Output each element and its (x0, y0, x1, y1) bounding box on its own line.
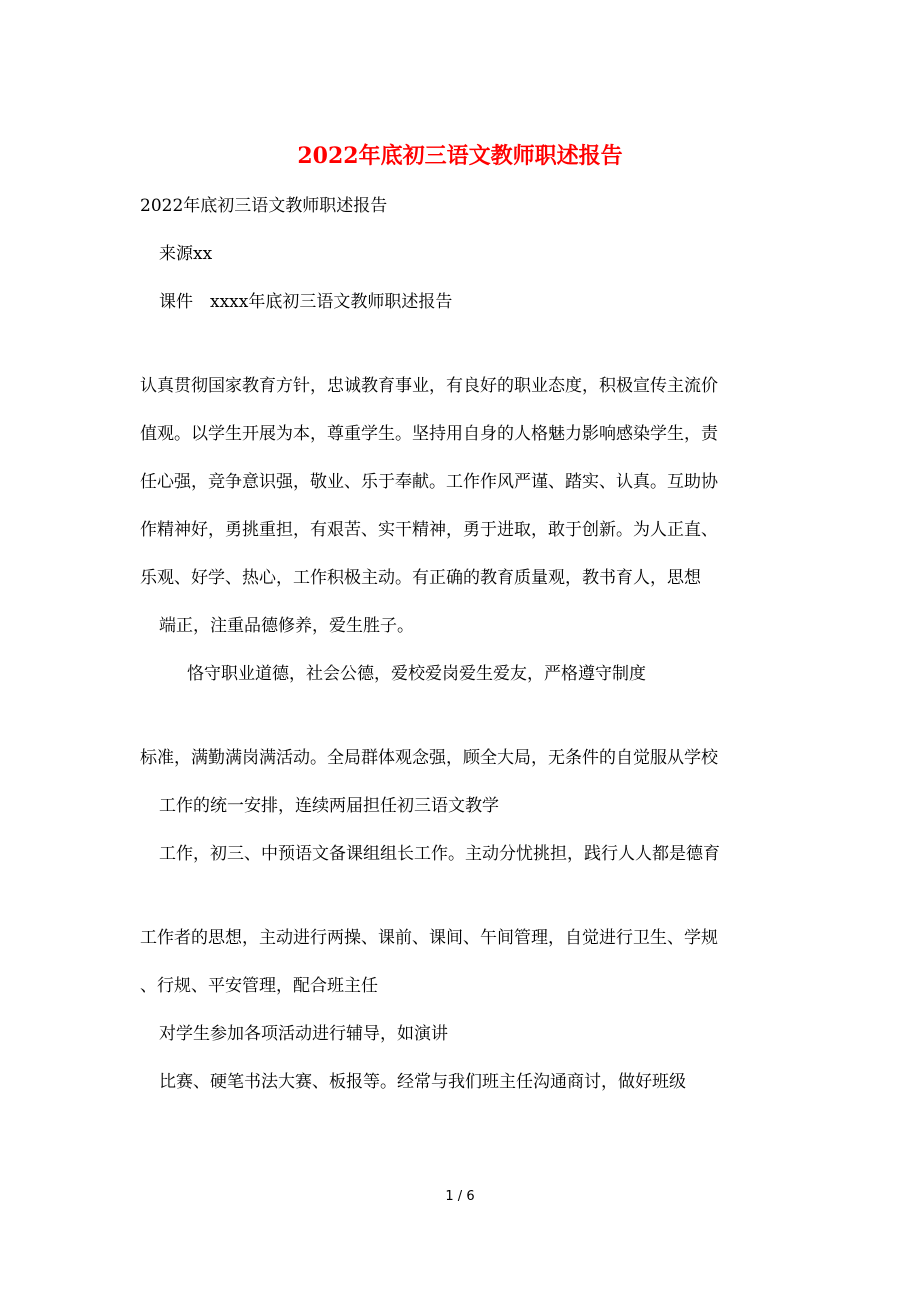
body-line: 工作者的思想，主动进行两操、课前、课间、午间管理，自觉进行卫生、学规 (140, 928, 718, 948)
source-line: 来源xx (159, 244, 213, 264)
body-line: 、行规、平安管理，配合班主任 (140, 976, 378, 996)
body-line: 工作的统一安排，连续两届担任初三语文教学 (159, 796, 499, 816)
courseware-line: 课件 xxxx年底初三语文教师职述报告 (159, 292, 453, 312)
body-line: 作精神好，勇挑重担，有艰苦、实干精神，勇于进取，敢于创新。为人正直、 (140, 520, 718, 540)
body-line: 对学生参加各项活动进行辅导，如演讲 (159, 1024, 448, 1044)
body-line: 比赛、硬笔书法大赛、板报等。经常与我们班主任沟通商讨，做好班级 (159, 1072, 686, 1092)
body-line: 任心强，竞争意识强，敬业、乐于奉献。工作作风严谨、踏实、认真。互助协 (140, 472, 718, 492)
body-line: 端正，注重品德修养，爱生胜子。 (159, 616, 414, 636)
page-number: 1 / 6 (445, 1189, 475, 1204)
document-subtitle: 2022年底初三语文教师职述报告 (140, 196, 388, 216)
document-title: 2022年底初三语文教师职述报告 (297, 143, 623, 169)
body-line: 乐观、好学、热心，工作积极主动。有正确的教育质量观，教书育人，思想 (140, 568, 701, 588)
body-line: 工作，初三、中预语文备课组组长工作。主动分忧挑担，践行人人都是德育 (159, 844, 720, 864)
body-line: 恪守职业道德，社会公德，爱校爱岗爱生爱友，严格遵守制度 (187, 664, 646, 684)
body-line: 认真贯彻国家教育方针，忠诚教育事业，有良好的职业态度，积极宣传主流价 (140, 376, 718, 396)
body-line: 标准，满勤满岗满活动。全局群体观念强，顾全大局，无条件的自觉服从学校 (140, 748, 718, 768)
body-line: 值观。以学生开展为本，尊重学生。坚持用自身的人格魅力影响感染学生，责 (140, 424, 718, 444)
